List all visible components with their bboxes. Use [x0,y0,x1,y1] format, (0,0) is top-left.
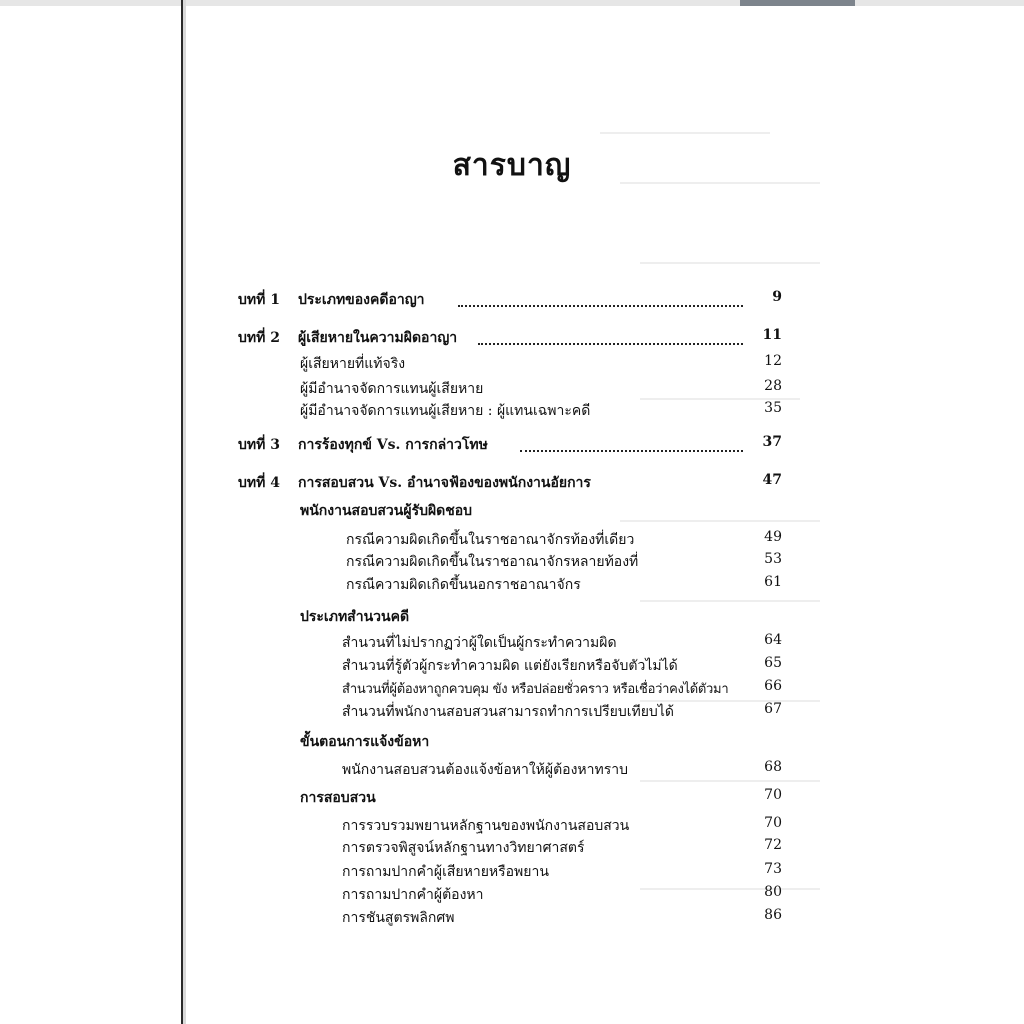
toc-item: พนักงานสอบสวนต้องแจ้งข้อหาให้ผู้ต้องหาทราบ [342,762,629,778]
toc-item: กรณีความผิดเกิดขึ้นนอกราชอาณาจักร [346,577,581,593]
toc-item: การถามปากคำผู้ต้องหา [342,887,484,903]
dot-leader [478,329,743,345]
page-number: 68 [764,759,782,775]
chapter-title: ประเภทของคดีอาญา [298,292,425,308]
toc-section-heading: ประเภทสำนวนคดี [300,609,410,625]
toc-item: สำนวนที่ไม่ปรากฏว่าผู้ใดเป็นผู้กระทำความผิด [342,635,617,651]
chapter-number: บทที่ 2 [238,330,280,346]
page-number: 37 [762,434,782,450]
page-number: 80 [764,884,782,900]
page-number: 72 [764,837,782,853]
page-number: 49 [764,529,782,545]
toc-item: สำนวนที่ผู้ต้องหาถูกควบคุม ขัง หรือปล่อยชั่วคราว หรือเชื่อว่าคงได้ตัวมา [342,682,729,697]
page-number: 73 [764,861,782,877]
page-number: 61 [764,574,782,590]
page-number: 47 [762,472,782,488]
page-number: 9 [772,289,782,305]
chapter-title: การร้องทุกข์ Vs. การกล่าวโทษ [298,437,488,453]
page-number: 66 [764,678,782,694]
chapter-title: ผู้เสียหายในความผิดอาญา [298,330,458,346]
page-number: 86 [764,907,782,923]
page-title: สารบาญ [452,148,572,183]
page-number: 11 [762,327,782,343]
toc-item: กรณีความผิดเกิดขึ้นในราชอาณาจักรหลายท้องที่ [346,554,639,570]
toc-item: การตรวจพิสูจน์หลักฐานทางวิทยาศาสตร์ [342,840,585,856]
page-number: 35 [764,400,782,416]
chapter-number: บทที่ 1 [238,292,280,308]
dot-leader [458,291,743,307]
page-number: 12 [764,353,782,369]
toc-section-heading: การสอบสวน [300,790,376,806]
toc-section-heading: ขั้นตอนการแจ้งข้อหา [300,734,430,750]
page-number: 53 [764,551,782,567]
toc-item: ผู้มีอำนาจจัดการแทนผู้เสียหาย [300,381,484,397]
toc-item: ผู้มีอำนาจจัดการแทนผู้เสียหาย : ผู้แทนเฉพาะคดี [300,403,591,419]
toc-item: การรวบรวมพยานหลักฐานของพนักงานสอบสวน [342,818,630,834]
page-number: 65 [764,655,782,671]
toc-section-heading: พนักงานสอบสวนผู้รับผิดชอบ [300,503,473,519]
toc-item: ผู้เสียหายที่แท้จริง [300,356,406,372]
toc-item: กรณีความผิดเกิดขึ้นในราชอาณาจักรท้องที่เดียว [346,532,635,548]
page-number: 64 [764,632,782,648]
page-number: 70 [764,815,782,831]
chapter-title: การสอบสวน Vs. อำนาจฟ้องของพนักงานอัยการ [298,475,591,491]
page-number: 28 [764,378,782,394]
toc-item: การชันสูตรพลิกศพ [342,910,455,926]
toc-item: สำนวนที่พนักงานสอบสวนสามารถทำการเปรียบเทียบได้ [342,704,674,720]
chapter-number: บทที่ 3 [238,437,280,453]
toc-item: การถามปากคำผู้เสียหายหรือพยาน [342,864,549,880]
toc-item: สำนวนที่รู้ตัวผู้กระทำความผิด แต่ยังเรียกหรือจับตัวไม่ได้ [342,658,678,674]
page-number: 70 [764,787,782,803]
chapter-number: บทที่ 4 [238,475,280,491]
page-number: 67 [764,701,782,717]
dot-leader [520,436,743,452]
